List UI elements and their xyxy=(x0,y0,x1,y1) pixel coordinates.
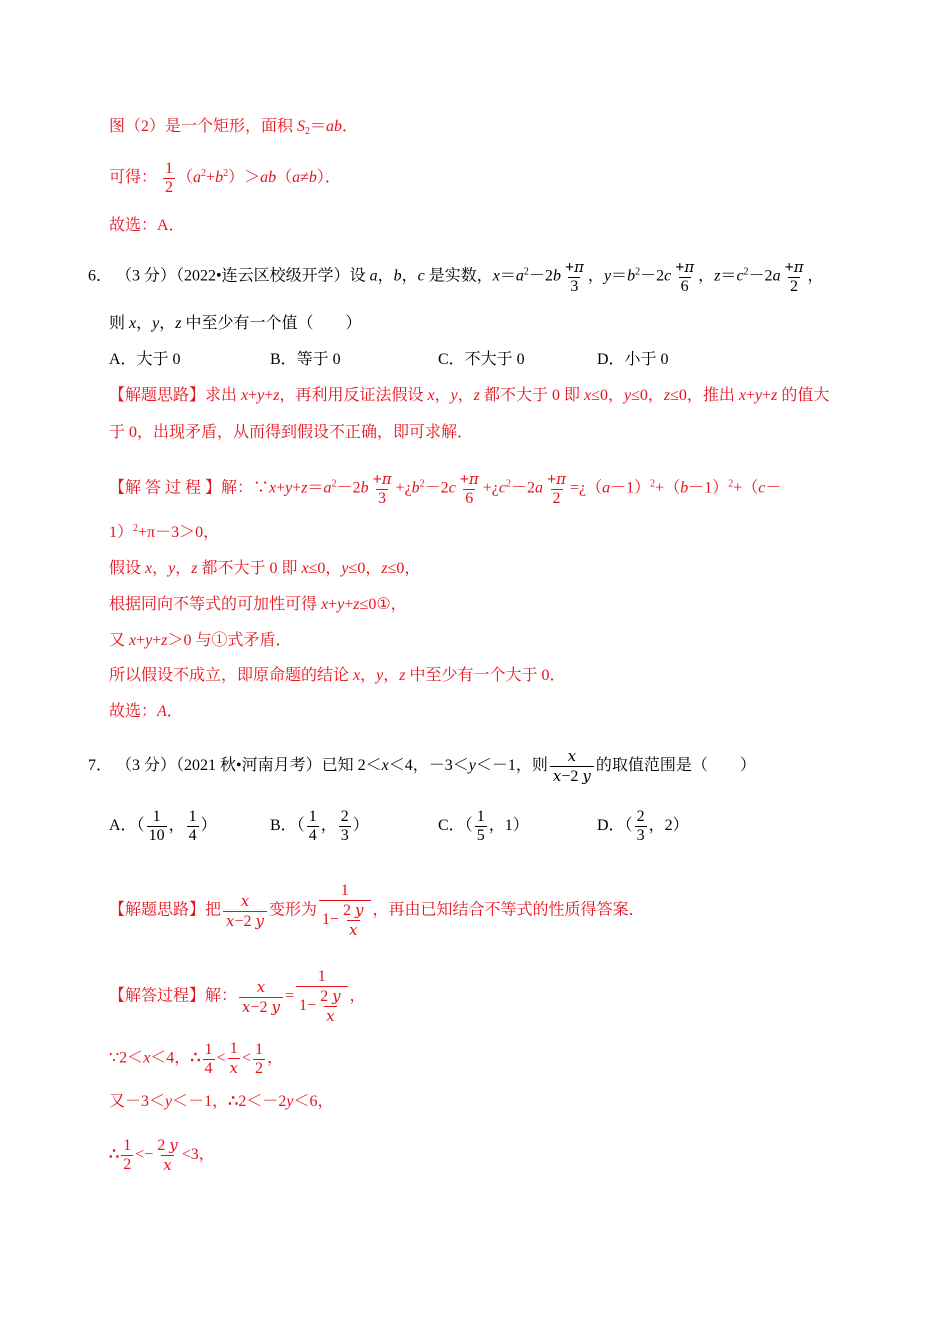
q6-step-1: 假设 x，y，z 都不大于 0 即 x≤0，y≤0，z≤0， xyxy=(109,560,421,577)
q6-step-3: 又 x+y+z＞0 与①式矛盾． xyxy=(109,632,292,649)
q6-option-b[interactable]: B．等于 0 xyxy=(270,351,341,368)
q6-process-line1: 【解 答 过 程 】解：$\because x+y+z=a^2-2b$ $\frac{+\pi}{3}$ $+¿b^2-2c$ $\frac{+\pi}{6}$ $+¿c^2-2a$ $\frac{+\pi}{2}$ $=¿(a-1)^2+(b-1)^2+(c-$ xyxy=(109,470,782,507)
q5-conclusion-line: 可得： $\frac{1}{2}$ $(a^2+b^2)>ab(a\ne b)$． xyxy=(109,160,341,196)
q6-step-2: 根据同向不等式的可加性可得 x+y+z≤0①， xyxy=(109,596,407,613)
q6-step-4: 所以假设不成立，即原命题的结论 x，y，z 中至少有一个大于 0． xyxy=(109,667,566,684)
q7-idea: 【解题思路】把 $\frac{x}{x-2 y}$ 变形为 1 1− $\frac{2 y}{x}$ ，再由已知结合不等式的性质得答案． xyxy=(109,882,645,939)
q7-stem: 7． （3 分）（2021 秋•河南月考）已知 2＜x＜4，－3＜y＜－1，则 $\frac{x}{x-2 y}$ 的取值范围是（ ） xyxy=(88,747,756,785)
q6-number: 6． xyxy=(88,267,113,285)
q6-stem: 6． （3 分）（2022•连云区校级开学）设 a，b，c 是实数，$x=a^2-2b$ $\frac{+\pi}{3}$ ，$y=b^2-2c$ $\frac{+\pi}{6}$ ，$z=c^2-2a$ $\frac{+\pi}{2}$ ， xyxy=(88,258,824,295)
q7-meta: （3 分）（2021 秋•河南月考） xyxy=(116,757,322,775)
q6-stem-tail: 则 x，y，z 中至少有一个值（ ） xyxy=(109,315,362,332)
q7-step-1: ∵2＜x＜4，∴ $\frac{1}{4}$ < $\frac{1}{x}$ < $\frac{1}{2}$ ， xyxy=(109,1040,284,1077)
q6-idea-line1: 【解题思路】求出 x+y+z，再利用反证法假设 x，y，z 都不大于 0 即 x≤0，y≤0，z≤0，推出 x+y+z 的值大 xyxy=(109,387,830,404)
q5-area-line: 图（2）是一个矩形，面积 $S_2=ab$． xyxy=(109,118,359,137)
q7-step-3: ∴ $\frac{1}{2}$ <− $\frac{2 y}{x}$ <3， xyxy=(109,1136,215,1174)
q6-process-line2: 1）$^2$+π－3＞0， xyxy=(109,523,220,541)
q7-process: 【解答过程】解： $\frac{x}{x-2 y}$ = 1 1− $\frac{2 y}{x}$ ， xyxy=(109,968,366,1025)
q7-option-a[interactable]: A．（ $\frac{1}{10}$ ， $\frac{1}{4}$ ） xyxy=(109,808,217,844)
q7-option-c[interactable]: C．（ $\frac{1}{5}$ ，1） xyxy=(438,808,529,844)
q6-option-c[interactable]: C．不大于 0 xyxy=(438,351,525,368)
q7-step-2: 又－3＜y＜－1，∴2＜－2y＜6， xyxy=(109,1093,334,1110)
q6-option-d[interactable]: D．小于 0 xyxy=(597,351,669,368)
q7-option-b[interactable]: B．（ $\frac{1}{4}$ ， $\frac{2}{3}$ ） xyxy=(270,808,369,844)
q7-option-d[interactable]: D．（ $\frac{2}{3}$ ，2） xyxy=(597,808,689,844)
q6-option-a[interactable]: A．大于 0 xyxy=(109,351,181,368)
q7-number: 7． xyxy=(88,757,113,775)
q6-idea-line2: 于 0，出现矛盾，从而得到假设不正确，即可求解． xyxy=(109,424,474,441)
q6-answer: 故选：A． xyxy=(109,703,183,720)
q6-meta: （3 分）（2022•连云区校级开学） xyxy=(116,267,350,285)
q5-answer: 故选：A． xyxy=(109,217,185,234)
